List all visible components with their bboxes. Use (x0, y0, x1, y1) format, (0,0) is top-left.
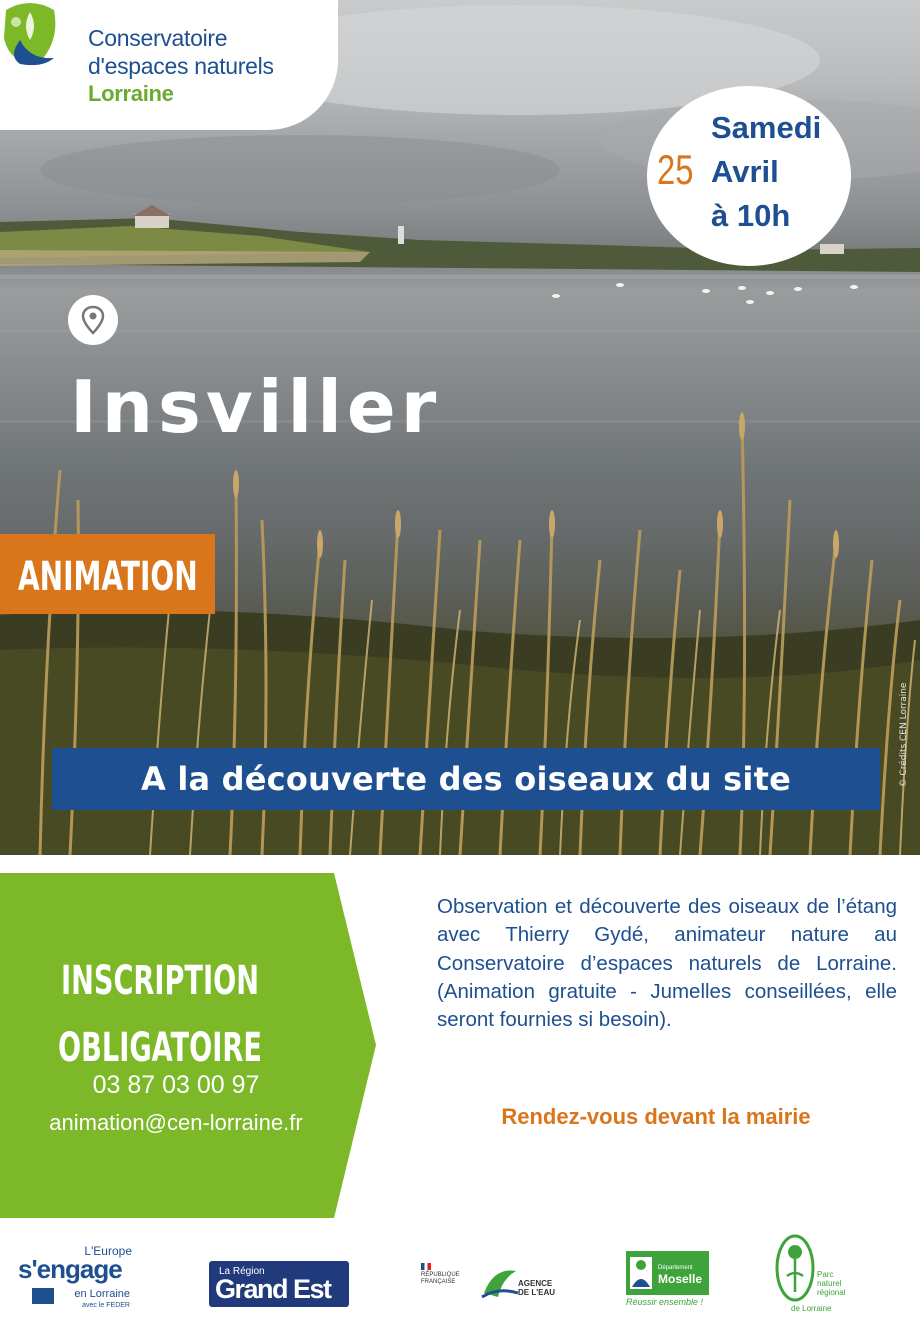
organization-name (88, 24, 274, 108)
registration-phone[interactable]: 03 87 03 00 97 (92, 1071, 260, 1099)
partner-logo-moselle (624, 1251, 711, 1311)
category-tag-label: ANIMATION (18, 554, 198, 600)
photo-credit (899, 660, 915, 810)
registration-email[interactable]: animation@cen-lorraine.fr (49, 1110, 303, 1135)
category-tag (0, 534, 215, 614)
parc-line3: régional (817, 1288, 846, 1297)
parc-line2: naturel (817, 1279, 842, 1288)
event-subtitle: A la découverte des oiseaux du site (141, 760, 791, 798)
europe-line1: L'Europe (84, 1244, 132, 1258)
subtitle-band (52, 748, 880, 810)
organization-name-line2: d'espaces naturels (88, 53, 274, 79)
partner-logo-agence-eau (480, 1263, 560, 1307)
date-month: Avril (711, 154, 779, 189)
agence-eau-text (518, 1279, 555, 1297)
registration-heading-line2: OBLIGATOIRE (58, 1025, 262, 1071)
republique-line1: RÉPUBLIQUE (421, 1272, 460, 1278)
parc-line4: de Lorraine (791, 1304, 832, 1313)
moselle-line0: Département (658, 1265, 693, 1271)
region-line1: La Région (219, 1266, 265, 1277)
agence-eau-line1: AGENCE (518, 1279, 553, 1288)
moselle-figure-icon (626, 1251, 656, 1295)
eu-flag-icon (32, 1288, 54, 1304)
thistle-icon (773, 1232, 817, 1304)
partner-logo-region-grand-est (209, 1261, 349, 1307)
date-text (711, 106, 821, 238)
partner-logo-europe (18, 1244, 136, 1314)
organization-name-line3: Lorraine (88, 81, 174, 106)
europe-line2: s'engage (18, 1254, 122, 1284)
organization-logo-card (0, 0, 338, 130)
cen-leaf-logo-icon (0, 0, 60, 68)
moselle-line1: Moselle (658, 1272, 703, 1286)
region-line2: Grand Est (215, 1274, 331, 1304)
event-description: Observation et découverte des oiseaux de l’étang avec Thierry Gydé, animateur nature au Conservatoire d’espaces naturels de Lorraine. (Animation gratuite - Jumelles conseillées, elle seront fournies si besoin). (437, 895, 897, 1032)
registration-heading (0, 948, 320, 1082)
location-name: Insviller (70, 365, 442, 449)
date-day-number: 25 (657, 146, 694, 193)
water-agency-icon (480, 1263, 520, 1303)
republique-line2: FRANÇAISE (421, 1279, 456, 1285)
partner-logo-parc-naturel (773, 1232, 846, 1316)
registration-heading-line1: INSCRIPTION (60, 958, 259, 1004)
parc-text (817, 1270, 845, 1297)
photo-credit-text: © Crédits CEN Lorraine (899, 682, 909, 788)
organization-name-line1: Conservatoire (88, 25, 228, 51)
europe-line4: avec le FEDER (82, 1302, 130, 1309)
parc-line1: Parc (817, 1270, 834, 1279)
marianne-flag-icon (421, 1263, 431, 1270)
date-weekday: Samedi (711, 110, 822, 145)
europe-line3: en Lorraine (74, 1288, 130, 1300)
meeting-point: Rendez-vous devant la mairie (501, 1104, 811, 1129)
date-time: à 10h (711, 198, 791, 233)
republique-text (421, 1272, 460, 1286)
agence-eau-line2: DE L'EAU (518, 1288, 556, 1297)
moselle-line2: Réussir ensemble ! (626, 1297, 704, 1307)
partner-logo-republique-francaise (419, 1263, 467, 1307)
map-pin-icon (68, 295, 118, 345)
